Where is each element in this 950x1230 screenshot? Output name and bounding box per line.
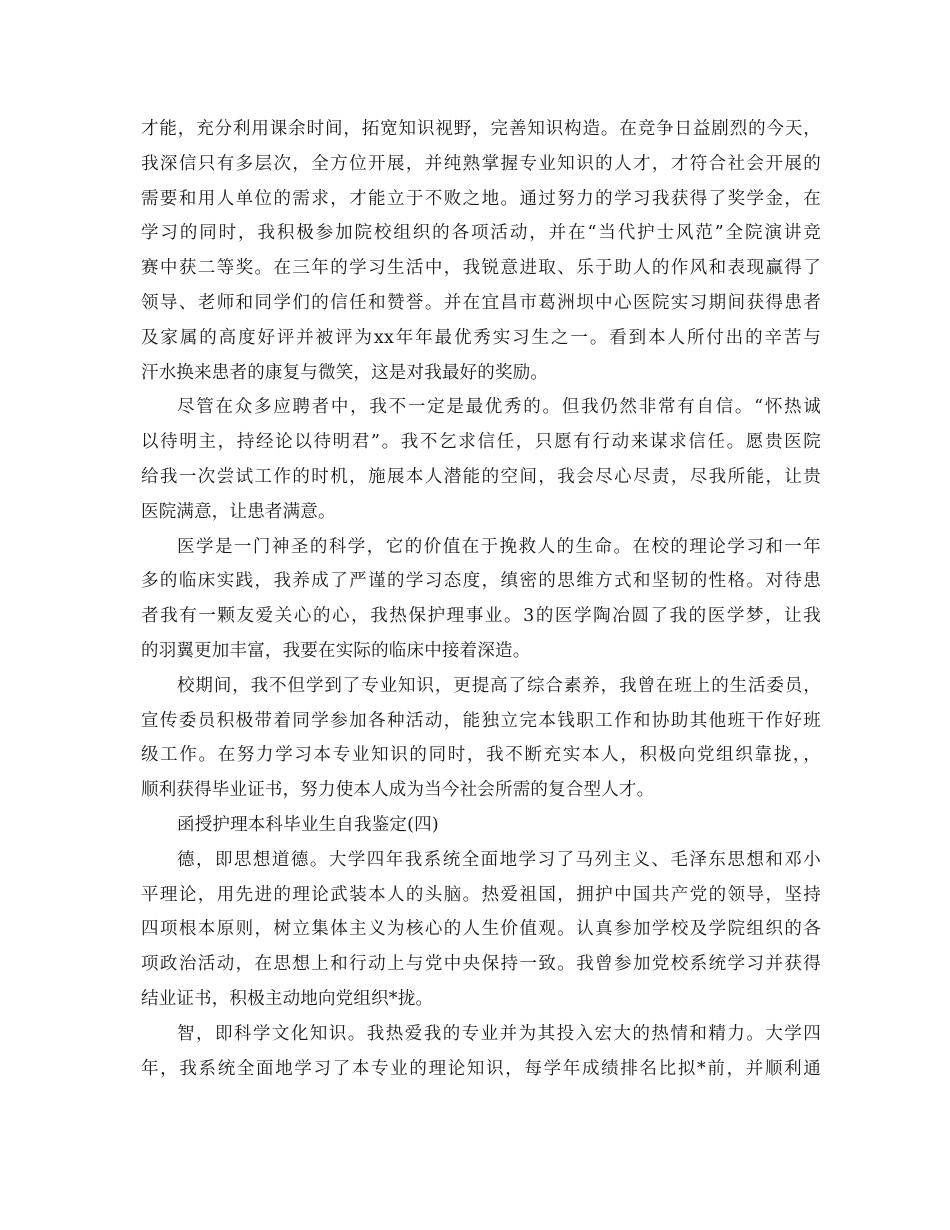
text-line: 的羽翼更加丰富，我要在实际的临床中接着深造。: [141, 640, 531, 661]
text-line: 给我一次尝试工作的时机，施展本人潜能的空间，我会尽心尽责，尽我所能，让贵: [141, 466, 821, 487]
text-line: 校期间，我不但学到了专业知识，更提高了综合素养，我曾在班上的生活委员，: [177, 675, 821, 696]
text-line: 结业证书，积极主动地向党组织*拢。: [141, 988, 434, 1009]
text-line: 德，即思想道德。大学四年我系统全面地学习了马列主义、毛泽东思想和邓小: [177, 849, 821, 870]
text-line: 需要和用人单位的需求，才能立于不败之地。通过努力的学习我获得了奖学金，在: [141, 188, 821, 209]
text-line: 顺利获得毕业证书，努力使本人成为当今社会所需的复合型人才。: [141, 780, 655, 801]
text-line: 才能，充分利用课余时间，拓宽知识视野，完善知识构造。在竞争日益剧烈的今天，: [141, 119, 821, 139]
text-line: 项政治活动，在思想上和行动上与党中央保持一致。我曾参加党校系统学习并获得: [141, 954, 821, 975]
text-line: 平理论，用先进的理论武装本人的头脑。热爱祖国，拥护中国共产党的领导，坚持: [141, 884, 821, 905]
text-line: 多的临床实践，我养成了严谨的学习态度，缜密的思维方式和坚韧的性格。对待患: [141, 571, 821, 592]
text-line: 年，我系统全面地学习了本专业的理论知识，每学年成绩排名比拟*前，并顺利通: [141, 1058, 821, 1079]
text-line: 以待明主，持经论以待明君”。我不乞求信任，只愿有行动来谋求信任。愿贵医院: [141, 432, 821, 453]
text-line: 领导、老师和同学们的信任和赞誉。并在宜昌市葛洲坝中心医院实习期间获得患者: [141, 292, 821, 313]
text-line: 宣传委员积极带着同学参加各种活动，能独立完本钱职工作和协助其他班干作好班: [141, 710, 821, 731]
text-line: 智，即科学文化知识。我热爱我的专业并为其投入宏大的热情和精力。大学四: [177, 1023, 821, 1044]
text-line: 医学是一门神圣的科学，它的价值在于挽救人的生命。在校的理论学习和一年: [177, 536, 821, 557]
text-line: 学习的同时，我积极参加院校组织的各项活动，并在“当代护士风范”全院演讲竞: [141, 223, 821, 244]
text-line: 医院满意，让患者满意。: [141, 501, 336, 522]
text-line: 级工作。在努力学习本专业知识的同时，我不断充实本人，积极向党组织靠拢，，: [141, 745, 821, 766]
text-line: 四项根本原则，树立集体主义为核心的人生价值观。认真参加学校及学院组织的各: [141, 919, 821, 940]
text-line: 赛中获二等奖。在三年的学习生活中，我锐意进取、乐于助人的作风和表现赢得了: [141, 258, 821, 279]
text-line: 尽管在众多应聘者中，我不一定是最优秀的。但我仍然非常有自信。“怀热诚: [177, 397, 821, 418]
text-line: 汗水换来患者的康复与微笑，这是对我最好的奖励。: [141, 362, 549, 383]
document-body: [141, 112, 821, 1086]
text-line: 及家属的高度好评并被评为xx年年最优秀实习生之一。看到本人所付出的辛苦与: [141, 327, 821, 348]
text-line: 我深信只有多层次，全方位开展，并纯熟掌握专业知识的人才，才符合社会开展的: [141, 153, 821, 174]
text-line: 函授护理本科毕业生自我鉴定(四): [177, 814, 439, 835]
text-line: 者我有一颗友爱关心的心，我热保护理事业。3的医学陶冶圆了我的医学梦，让我: [141, 606, 821, 627]
